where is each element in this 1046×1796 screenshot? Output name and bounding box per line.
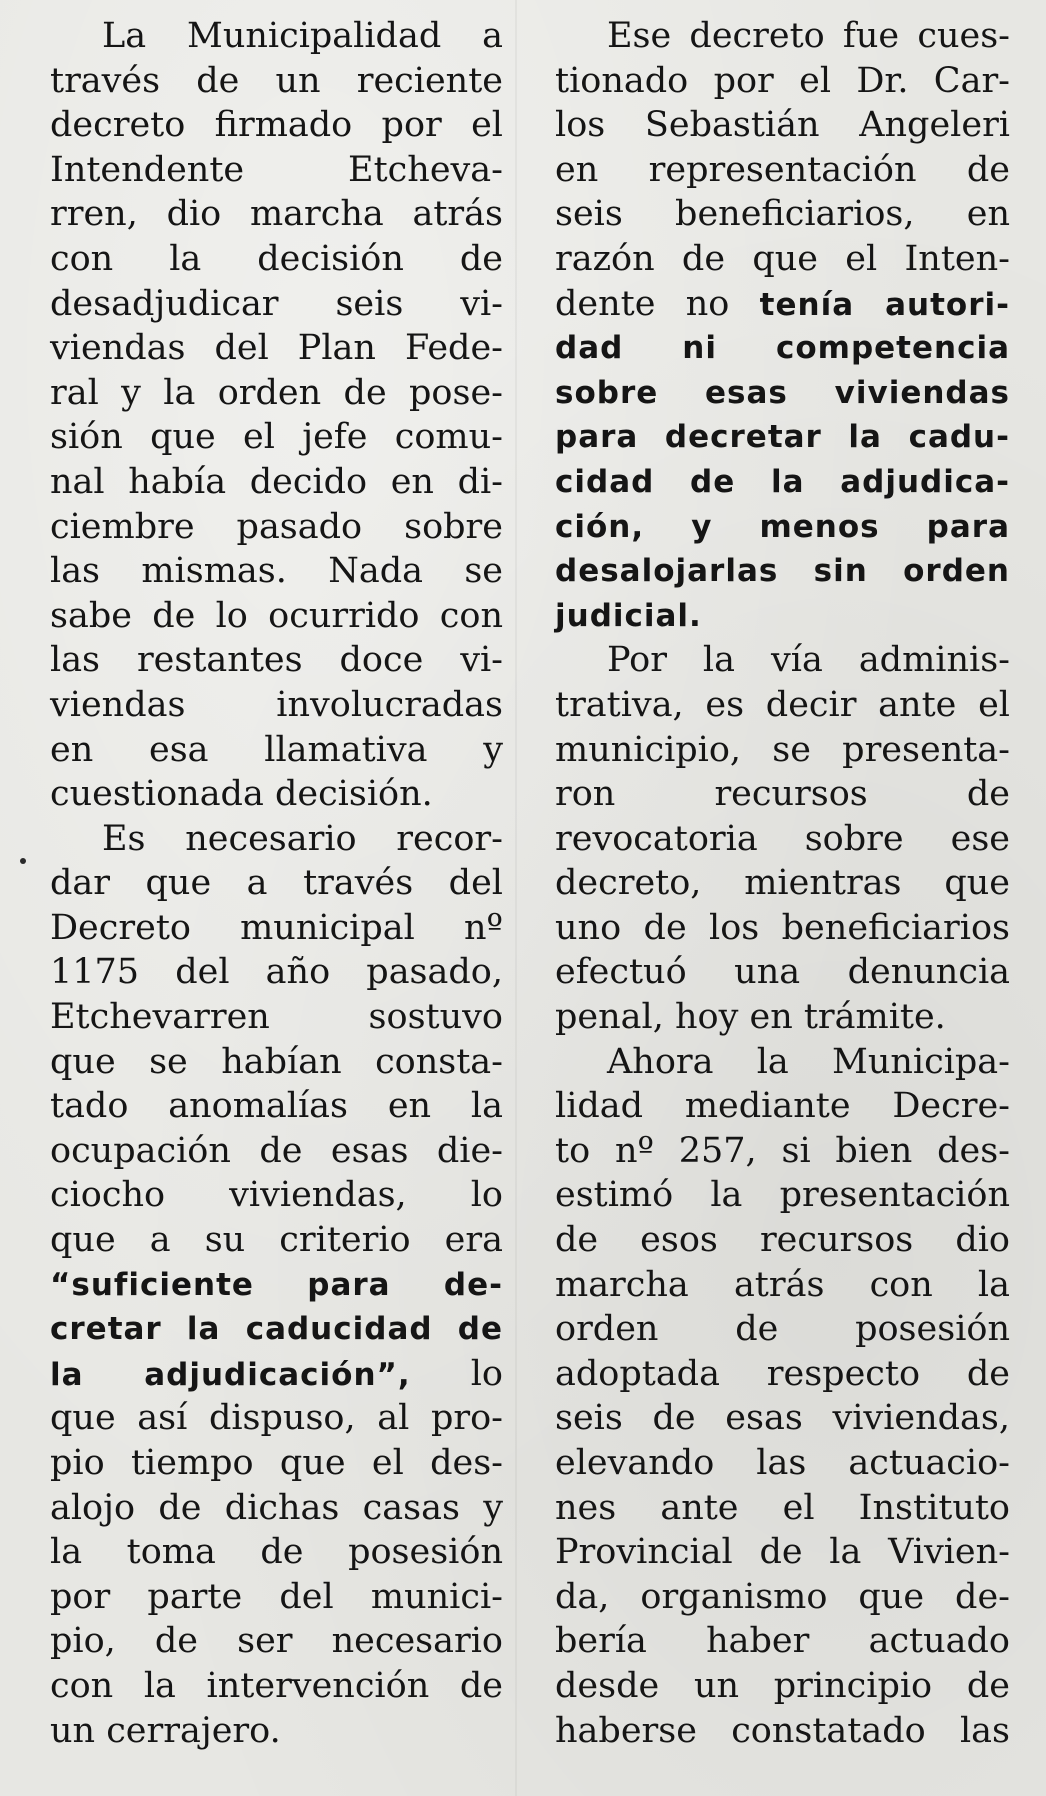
bold-quote-fragment: la adjudicación”, <box>50 1356 411 1393</box>
text-line: estimó la presentación <box>555 1175 1010 1216</box>
bold-line: judicial. <box>555 597 702 634</box>
text-line: viendas involucradas <box>50 684 503 725</box>
text-line: da, organismo que de- <box>555 1576 1010 1617</box>
text-line: decreto, mientras que <box>555 863 1010 904</box>
text-line: haberse constatado las <box>555 1710 1010 1751</box>
bold-line: para decretar la cadu- <box>555 419 1010 456</box>
text-line: los Sebastián Angeleri <box>555 105 1010 146</box>
text-line: lidad mediante Decre- <box>555 1086 1010 1127</box>
text-line: razón de que el Inten- <box>555 238 1010 279</box>
text-line: nal había decido en di- <box>50 461 503 502</box>
text-line: que así dispuso, al pro- <box>50 1398 503 1439</box>
paragraph-2 <box>50 817 503 1753</box>
text-line: alojo de dichas casas y <box>50 1487 503 1528</box>
text-line: nes ante el Instituto <box>555 1487 1010 1528</box>
text-line: Provincial de la Vivien- <box>555 1532 1010 1573</box>
text-line: Intendente Etcheva- <box>50 149 503 190</box>
text-line: adoptada respecto de <box>555 1353 1010 1394</box>
column-gutter <box>515 0 517 1796</box>
text-line: seis de esas viviendas, <box>555 1398 1010 1439</box>
text-line: ron recursos de <box>555 774 1010 815</box>
text-line: penal, hoy en trámite. <box>555 997 946 1038</box>
text-line: 1175 del año pasado, <box>50 952 503 993</box>
text-line: Ese decreto fue cues- <box>607 16 1010 56</box>
right-column <box>555 14 1010 1753</box>
text-line: través de un reciente <box>50 60 503 101</box>
text-line: sión que el jefe comu- <box>50 417 503 458</box>
text-line: sabe de lo ocurrido con <box>50 595 503 636</box>
text-line: La Municipalidad a <box>102 16 503 56</box>
text-line: con la intervención de <box>50 1665 503 1706</box>
text-line: en representación de <box>555 149 1010 190</box>
text-line: marcha atrás con la <box>555 1264 1010 1305</box>
mixed-line <box>555 282 1010 327</box>
plain-fragment: dente no <box>555 283 760 324</box>
bold-line: dad ni competencia <box>555 330 1010 367</box>
bold-line: cidad de la adjudica- <box>555 463 1010 500</box>
text-line: seis beneficiarios, en <box>555 194 1010 235</box>
text-line: ciocho viviendas, lo <box>50 1175 503 1216</box>
text-line: tado anomalías en la <box>50 1086 503 1127</box>
text-line: desde un principio de <box>555 1665 1010 1706</box>
paragraph-3 <box>555 14 1010 638</box>
text-line: cuestionada decisión. <box>50 774 433 815</box>
text-line: que se habían consta- <box>50 1041 503 1082</box>
text-line: Decreto municipal nº <box>50 907 503 948</box>
text-line: pio tiempo que el des- <box>50 1443 503 1483</box>
text-line: en esa llamativa y <box>50 729 503 770</box>
bold-line: sobre esas viviendas <box>555 374 1010 411</box>
text-line: de esos recursos dio <box>555 1220 1010 1261</box>
text-line: un cerrajero. <box>50 1710 281 1751</box>
text-line: orden de posesión <box>555 1309 1010 1350</box>
bold-line: desalojarlas sin orden <box>555 553 1010 590</box>
text-line: la toma de posesión <box>50 1532 503 1573</box>
bold-quote-line: cretar la caducidad de <box>50 1311 503 1348</box>
text-line: Ahora la Municipa- <box>607 1041 1010 1082</box>
text-line: elevando las actuacio- <box>555 1443 1010 1483</box>
text-line: por parte del munici- <box>50 1576 503 1617</box>
text-line: viendas del Plan Fede- <box>50 328 503 369</box>
paragraph-5 <box>555 1040 1010 1754</box>
text-line: desadjudicar seis vi- <box>50 283 503 324</box>
text-line: con la decisión de <box>50 238 503 279</box>
text-line: las mismas. Nada se <box>50 551 503 592</box>
text-line: que a su criterio era <box>50 1220 503 1261</box>
text-line: to nº 257, si bien des- <box>555 1130 1010 1171</box>
mixed-line <box>50 1352 503 1397</box>
text-line: Por la vía adminis- <box>607 640 1010 681</box>
text-line: pio, de ser necesario <box>50 1621 503 1662</box>
text-line: ral y la orden de pose- <box>50 372 503 413</box>
text-line: Es necesario recor- <box>102 818 503 859</box>
text-line: ocupación de esas die- <box>50 1130 503 1171</box>
text-line: dar que a través del <box>50 863 503 904</box>
text-line: bería haber actuado <box>555 1621 1010 1662</box>
paragraph-1 <box>50 14 503 817</box>
text-line: municipio, se presenta- <box>555 729 1010 770</box>
text-line: ciembre pasado sobre <box>50 506 503 547</box>
left-column <box>50 14 503 1753</box>
text-line: revocatoria sobre ese <box>555 818 1010 859</box>
text-line: efectuó una denuncia <box>555 952 1010 993</box>
text-line: las restantes doce vi- <box>50 640 503 681</box>
plain-fragment: lo <box>410 1353 503 1394</box>
bold-fragment: tenía autori- <box>759 286 1010 323</box>
print-speck <box>20 858 26 864</box>
paragraph-4 <box>555 638 1010 1039</box>
text-line: rren, dio marcha atrás <box>50 194 503 235</box>
bold-line: ción, y menos para <box>555 508 1010 545</box>
bold-quote-line: “suficiente para de- <box>50 1266 503 1303</box>
text-line: decreto firmado por el <box>50 105 503 146</box>
text-line: tionado por el Dr. Car- <box>555 60 1010 101</box>
text-line: trativa, es decir ante el <box>555 684 1010 725</box>
text-line: Etchevarren sostuvo <box>50 997 503 1038</box>
text-line: uno de los beneficiarios <box>555 907 1010 948</box>
